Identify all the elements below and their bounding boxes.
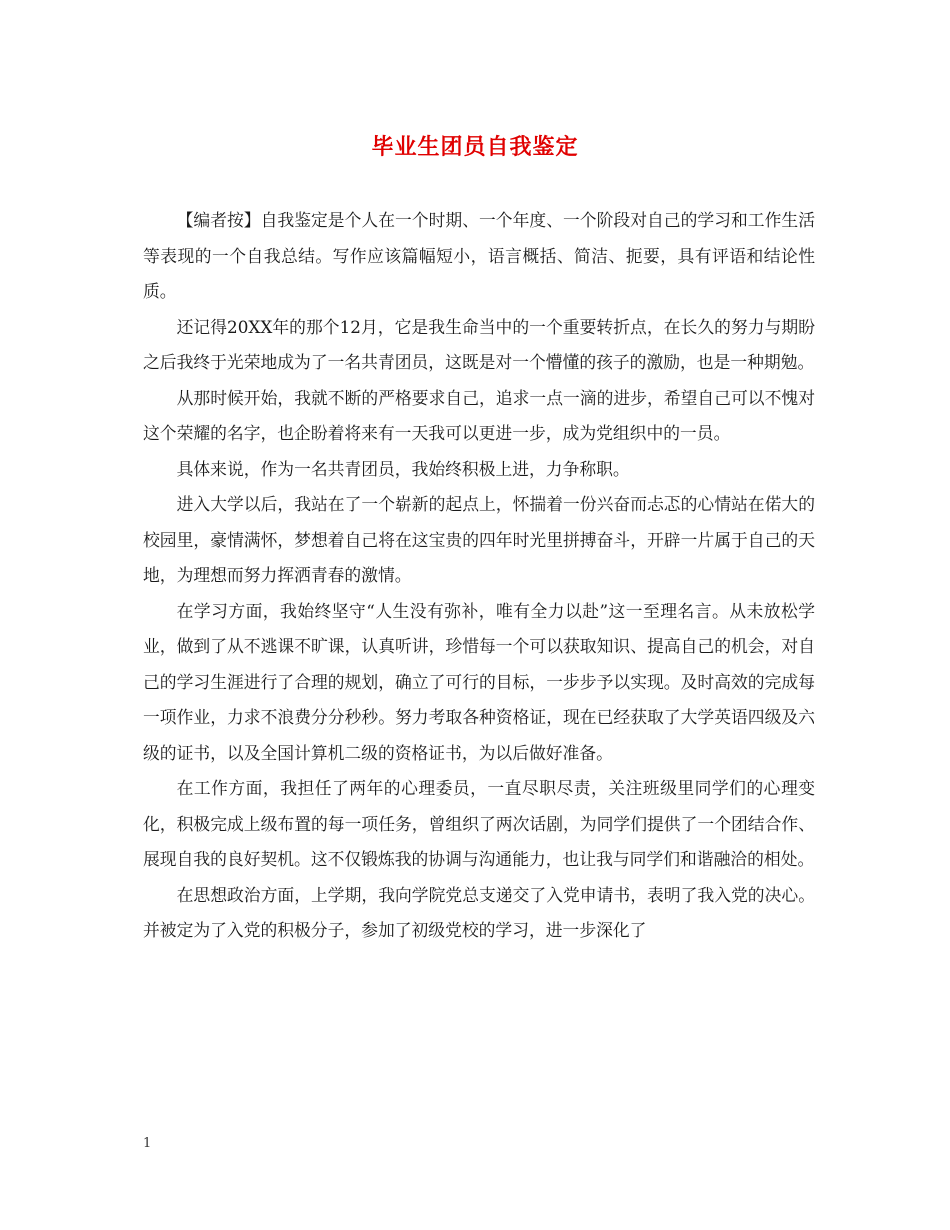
document-title: 毕业生团员自我鉴定: [371, 134, 579, 160]
paragraph-study: 在学习方面，我始终坚守“人生没有弥补，唯有全力以赴”这一至理名言。从未放松学业，做到了从不逃课不旷课，认真听讲，珍惜每一个可以获取知识、提高自己的机会，对自己的学习生涯进行了合理的规划，确立了可行的目标，一步步予以实现。及时高效的完成每一项作业，力求不浪费分分秒秒。努力考取各种资格证，现在已经获取了大学英语四级及六级的证书，以及全国计算机二级的资格证书，为以后做好准备。: [143, 600, 815, 763]
page-number: 1: [143, 1136, 152, 1151]
paragraph-editor-note: 【编者按】自我鉴定是个人在一个时期、一个年度、一个阶段对自己的学习和工作生活等表现的一个自我总结。写作应该篇幅短小，语言概括、简洁、扼要，具有评语和结论性质。: [143, 210, 815, 301]
paragraph-summary: 具体来说，作为一名共青团员，我始终积极上进，力争称职。: [176, 458, 630, 479]
paragraph-politics: 在思想政治方面，上学期，我向学院党总支递交了入党申请书，表明了我入党的决心。并被定为了入党的积极分子，参加了初级党校的学习，进一步深化了: [143, 884, 815, 940]
paragraph-self-requirement: 从那时候开始，我就不断的严格要求自己，追求一点一滴的进步，希望自己可以不愧对这个荣耀的名字，也企盼着将来有一天我可以更进一步，成为党组织中的一员。: [143, 387, 815, 443]
paragraph-joining-league: 还记得20XX年的那个12月，它是我生命当中的一个重要转折点，在长久的努力与期盼之后我终于光荣地成为了一名共青团员，这既是对一个懵懂的孩子的激励，也是一种期勉。: [143, 316, 815, 372]
paragraph-work: 在工作方面，我担任了两年的心理委员，一直尽职尽责，关注班级里同学们的心理变化，积极完成上级布置的每一项任务，曾组织了两次话剧，为同学们提供了一个团结合作、展现自我的良好契机。这不仅锻炼我的协调与沟通能力，也让我与同学们和谐融洽的相处。: [143, 778, 815, 869]
document-body: [143, 203, 815, 949]
paragraph-university-start: 进入大学以后，我站在了一个崭新的起点上，怀揣着一份兴奋而忐忑的心情站在偌大的校园里，豪情满怀，梦想着自己将在这宝贵的四年时光里拼搏奋斗，开辟一片属于自己的天地，为理想而努力挥洒青春的激情。: [143, 494, 815, 585]
